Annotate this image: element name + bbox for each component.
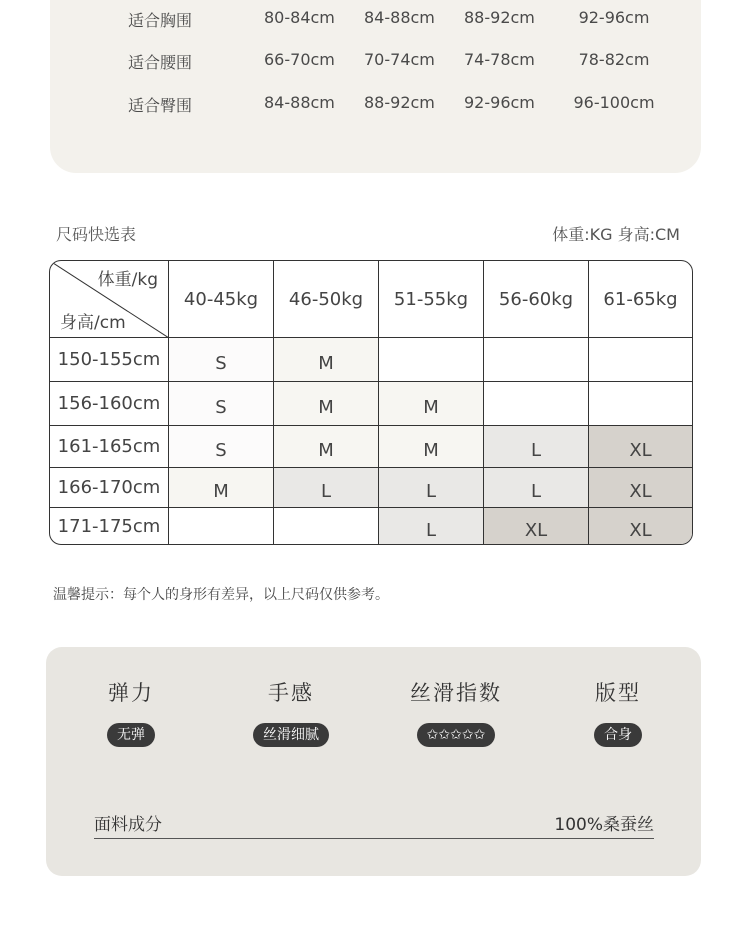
units-note: 体重:KG 身高:CM bbox=[552, 225, 680, 244]
measurement-card bbox=[50, 0, 701, 173]
smoothness-property bbox=[371, 677, 541, 747]
size-cell bbox=[589, 382, 692, 426]
measurement-value: 74-78cm bbox=[464, 50, 535, 69]
height-row-header: 150-155cm bbox=[50, 338, 169, 382]
measurement-value: 70-74cm bbox=[364, 50, 435, 69]
height-row-header: 171-175cm bbox=[50, 508, 169, 545]
weight-column-header: 51-55kg bbox=[379, 261, 484, 338]
size-cell bbox=[379, 338, 484, 382]
measurement-value: 78-82cm bbox=[578, 50, 650, 69]
height-row-header: 161-165cm bbox=[50, 426, 169, 468]
size-cell bbox=[589, 338, 692, 382]
size-value: XL bbox=[629, 481, 652, 502]
height-axis-label: 身高/cm bbox=[60, 313, 126, 333]
weight-column-header: 56-60kg bbox=[484, 261, 589, 338]
measurement-value: 92-96cm bbox=[578, 8, 650, 27]
size-value: S bbox=[215, 397, 227, 418]
measurement-value: 84-88cm bbox=[264, 93, 335, 112]
property-title: 丝滑指数 bbox=[410, 681, 502, 705]
size-value: M bbox=[423, 397, 439, 418]
feel-property bbox=[206, 677, 376, 747]
fabric-card bbox=[46, 647, 701, 876]
composition-label: 面料成分 bbox=[94, 815, 162, 835]
weight-column-header: 46-50kg bbox=[274, 261, 379, 338]
size-value: M bbox=[318, 397, 334, 418]
corner-header-cell bbox=[50, 261, 169, 338]
size-cell bbox=[484, 338, 589, 382]
size-cell bbox=[274, 468, 379, 508]
size-value: L bbox=[320, 481, 332, 502]
size-cell bbox=[274, 382, 379, 426]
size-value: S bbox=[215, 353, 227, 374]
measurement-value: 88-92cm bbox=[464, 8, 535, 27]
fit-property bbox=[533, 677, 703, 747]
weight-column-header: 61-65kg bbox=[589, 261, 692, 338]
size-cell bbox=[274, 426, 379, 468]
row-label: 适合胸围 bbox=[128, 11, 193, 30]
hip-row bbox=[50, 93, 701, 117]
size-cell bbox=[169, 508, 274, 545]
size-value: L bbox=[425, 520, 437, 541]
property-title: 版型 bbox=[595, 681, 641, 705]
star-rating-badge: ✩✩✩✩✩ bbox=[417, 723, 496, 747]
property-title: 手感 bbox=[268, 681, 314, 705]
size-cell bbox=[484, 468, 589, 508]
composition-value: 100%桑蚕丝 bbox=[554, 815, 654, 835]
size-cell bbox=[379, 382, 484, 426]
size-chart-title: 尺码快选表 bbox=[56, 225, 137, 244]
property-badge: 丝滑细腻 bbox=[253, 723, 329, 747]
size-value: S bbox=[215, 440, 227, 461]
size-cell bbox=[379, 426, 484, 468]
size-chart-table bbox=[49, 260, 693, 545]
property-badge: 无弹 bbox=[107, 723, 155, 747]
size-cell bbox=[274, 338, 379, 382]
size-cell bbox=[589, 508, 692, 545]
size-value: XL bbox=[629, 440, 652, 461]
size-cell bbox=[169, 338, 274, 382]
size-cell bbox=[379, 468, 484, 508]
weight-axis-label: 体重/kg bbox=[97, 270, 158, 290]
bust-row bbox=[50, 8, 701, 32]
row-label: 适合臀围 bbox=[128, 96, 193, 115]
size-value: M bbox=[423, 440, 439, 461]
measurement-value: 96-100cm bbox=[573, 93, 655, 112]
measurement-value: 84-88cm bbox=[364, 8, 435, 27]
size-cell bbox=[274, 508, 379, 545]
size-cell bbox=[379, 508, 484, 545]
measurement-value: 88-92cm bbox=[364, 93, 435, 112]
size-cell bbox=[589, 468, 692, 508]
size-cell bbox=[484, 508, 589, 545]
property-badge: 合身 bbox=[594, 723, 642, 747]
size-tip: 温馨提示：每个人的身形有差异，以上尺码仅供参考。 bbox=[53, 587, 389, 603]
size-cell bbox=[169, 382, 274, 426]
weight-column-header: 40-45kg bbox=[169, 261, 274, 338]
elasticity-property bbox=[46, 677, 216, 747]
measurement-value: 80-84cm bbox=[264, 8, 335, 27]
waist-row bbox=[50, 50, 701, 74]
size-value: XL bbox=[524, 520, 548, 541]
size-value: M bbox=[213, 481, 229, 502]
row-label: 适合腰围 bbox=[128, 53, 193, 72]
size-value: M bbox=[318, 353, 334, 374]
measurement-value: 66-70cm bbox=[264, 50, 335, 69]
size-value: XL bbox=[629, 520, 652, 541]
composition-underline bbox=[94, 838, 654, 839]
size-value: L bbox=[425, 481, 437, 502]
size-cell bbox=[484, 426, 589, 468]
height-row-header: 156-160cm bbox=[50, 382, 169, 426]
size-cell bbox=[589, 426, 692, 468]
size-value: L bbox=[530, 440, 542, 461]
size-value: M bbox=[318, 440, 334, 461]
size-value: L bbox=[530, 481, 542, 502]
height-row-header: 166-170cm bbox=[50, 468, 169, 508]
property-title: 弹力 bbox=[108, 681, 154, 705]
size-cell bbox=[169, 426, 274, 468]
measurement-value: 92-96cm bbox=[464, 93, 535, 112]
size-cell bbox=[484, 382, 589, 426]
size-cell bbox=[169, 468, 274, 508]
